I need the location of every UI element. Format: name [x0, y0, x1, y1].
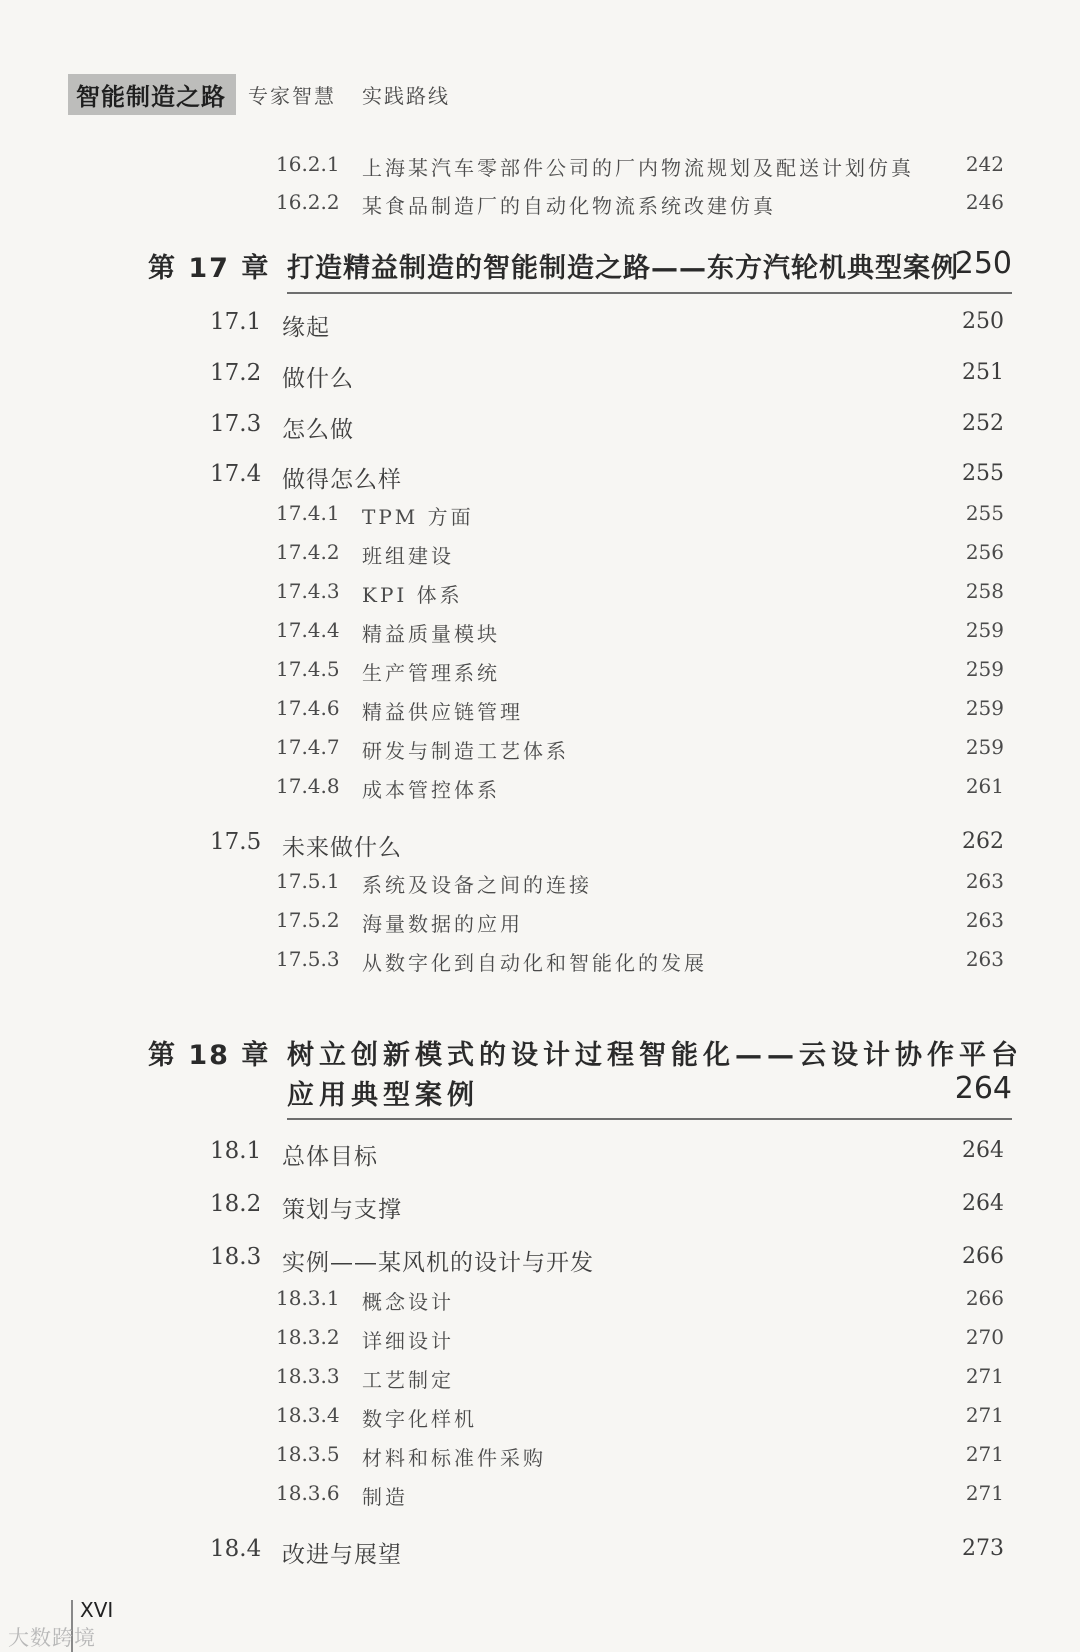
entry-number: 17.5.1 — [276, 869, 340, 893]
entry-number: 18.3.1 — [276, 1286, 340, 1310]
section-number: 17.1 — [210, 309, 262, 335]
entry-title: 材料和标准件采购 — [362, 1446, 546, 1470]
book-subtitle: 专家智慧 — [248, 84, 336, 108]
entry-page: 271 — [965, 1442, 1004, 1466]
entry-title: 生产管理系统 — [362, 661, 500, 685]
entry-number: 17.5.3 — [276, 947, 340, 971]
section-title: 策划与支撑 — [282, 1197, 402, 1223]
chapter-rule — [287, 1118, 1012, 1120]
chapter-17-heading[interactable] — [0, 246, 1080, 286]
section-page: 264 — [962, 1191, 1004, 1216]
entry-title: 海量数据的应用 — [362, 912, 523, 936]
section-page: 255 — [962, 461, 1004, 486]
entry-title: 精益供应链管理 — [362, 700, 523, 724]
toc-entry[interactable] — [0, 501, 1080, 535]
entry-title: 上海某汽车零部件公司的厂内物流规划及配送计划仿真 — [362, 156, 914, 180]
toc-section[interactable] — [0, 829, 1080, 863]
entry-title: TPM 方面 — [362, 505, 474, 529]
entry-page: 258 — [965, 579, 1004, 603]
entry-title: 制造 — [362, 1485, 408, 1509]
entry-number: 17.4.3 — [276, 579, 340, 603]
chapter-number: 第 17 章 — [148, 253, 271, 284]
section-page: 266 — [962, 1244, 1004, 1269]
toc-entry[interactable] — [0, 869, 1080, 903]
entry-page: 266 — [965, 1286, 1004, 1310]
chapter-title-line-1: 树立创新模式的设计过程智能化——云设计协作平台 — [287, 1040, 1023, 1071]
entry-number: 17.4.8 — [276, 774, 340, 798]
section-number: 18.3 — [210, 1244, 262, 1270]
entry-title: 概念设计 — [362, 1290, 454, 1314]
entry-page: 263 — [965, 869, 1004, 893]
section-title: 未来做什么 — [282, 835, 402, 861]
entry-page: 242 — [965, 152, 1004, 176]
section-number: 17.4 — [210, 461, 262, 487]
entry-page: 263 — [965, 908, 1004, 932]
entry-title: 精益质量模块 — [362, 622, 500, 646]
section-title: 做得怎么样 — [282, 467, 402, 493]
entry-number: 17.4.6 — [276, 696, 340, 720]
toc-entry[interactable] — [0, 1481, 1080, 1515]
toc-entry[interactable] — [0, 579, 1080, 613]
entry-page: 256 — [965, 540, 1004, 564]
entry-page: 261 — [965, 774, 1004, 798]
entry-page: 246 — [965, 190, 1004, 214]
toc-entry[interactable] — [0, 1286, 1080, 1320]
toc-entry[interactable] — [0, 908, 1080, 942]
entry-number: 18.3.4 — [276, 1403, 340, 1427]
section-page: 252 — [962, 411, 1004, 436]
toc-entry[interactable] — [0, 618, 1080, 652]
entry-number: 17.4.7 — [276, 735, 340, 759]
entry-title: 工艺制定 — [362, 1368, 454, 1392]
toc-entry[interactable] — [0, 190, 1080, 224]
chapter-number: 第 18 章 — [148, 1040, 271, 1071]
entry-number: 16.2.1 — [276, 152, 340, 176]
section-number: 18.1 — [210, 1138, 262, 1164]
chapter-18-heading[interactable] — [0, 1033, 1080, 1117]
toc-section[interactable] — [0, 1191, 1080, 1225]
toc-entry[interactable] — [0, 696, 1080, 730]
section-page: 262 — [962, 829, 1004, 854]
toc-entry[interactable] — [0, 152, 1080, 186]
section-number: 17.5 — [210, 829, 262, 855]
entry-number: 18.3.5 — [276, 1442, 340, 1466]
entry-page: 259 — [965, 657, 1004, 681]
toc-entry[interactable] — [0, 735, 1080, 769]
entry-page: 271 — [965, 1364, 1004, 1388]
section-number: 18.2 — [210, 1191, 262, 1217]
section-page: 251 — [962, 360, 1004, 385]
entry-title: KPI 体系 — [362, 583, 463, 607]
book-subtitle-2: 实践路线 — [362, 84, 450, 108]
page-folio: XVI — [80, 1598, 114, 1622]
section-page: 264 — [962, 1138, 1004, 1163]
toc-section[interactable] — [0, 360, 1080, 394]
entry-title: 某食品制造厂的自动化物流系统改建仿真 — [362, 194, 776, 218]
entry-page: 259 — [965, 618, 1004, 642]
entry-title: 系统及设备之间的连接 — [362, 873, 592, 897]
toc-section[interactable] — [0, 1244, 1080, 1278]
entry-title: 班组建设 — [362, 544, 454, 568]
chapter-title: 打造精益制造的智能制造之路——东方汽轮机典型案例 — [287, 253, 959, 284]
entry-page: 259 — [965, 735, 1004, 759]
toc-section[interactable] — [0, 1536, 1080, 1570]
toc-entry[interactable] — [0, 657, 1080, 691]
chapter-title-line-2: 应用典型案例 — [287, 1080, 479, 1111]
section-title: 做什么 — [282, 366, 354, 392]
toc-section[interactable] — [0, 309, 1080, 343]
entry-title: 详细设计 — [362, 1329, 454, 1353]
section-page: 273 — [962, 1536, 1004, 1561]
section-title: 缘起 — [282, 315, 330, 341]
entry-title: 数字化样机 — [362, 1407, 477, 1431]
entry-title: 从数字化到自动化和智能化的发展 — [362, 951, 707, 975]
toc-entry[interactable] — [0, 540, 1080, 574]
entry-number: 18.3.6 — [276, 1481, 340, 1505]
toc-entry[interactable] — [0, 1403, 1080, 1437]
chapter-rule — [287, 292, 1012, 294]
watermark: 大数跨境 — [8, 1626, 96, 1650]
entry-title: 成本管控体系 — [362, 778, 500, 802]
entry-page: 271 — [965, 1403, 1004, 1427]
entry-title: 研发与制造工艺体系 — [362, 739, 569, 763]
entry-number: 17.4.4 — [276, 618, 340, 642]
entry-number: 16.2.2 — [276, 190, 340, 214]
section-title: 怎么做 — [282, 417, 354, 443]
chapter-page: 250 — [954, 246, 1012, 281]
entry-number: 18.3.2 — [276, 1325, 340, 1349]
section-title: 实例——某风机的设计与开发 — [282, 1250, 594, 1276]
book-title: 智能制造之路 — [68, 74, 236, 115]
entry-page: 270 — [965, 1325, 1004, 1349]
entry-number: 17.4.2 — [276, 540, 340, 564]
section-number: 17.3 — [210, 411, 262, 437]
toc-section[interactable] — [0, 461, 1080, 495]
section-title: 改进与展望 — [282, 1542, 402, 1568]
section-title: 总体目标 — [282, 1144, 378, 1170]
toc-section[interactable] — [0, 411, 1080, 445]
entry-number: 17.4.1 — [276, 501, 340, 525]
toc-entry[interactable] — [0, 1442, 1080, 1476]
toc-entry[interactable] — [0, 947, 1080, 981]
section-page: 250 — [962, 309, 1004, 334]
toc-entry[interactable] — [0, 1364, 1080, 1398]
toc-entry[interactable] — [0, 774, 1080, 808]
running-header — [68, 74, 450, 115]
entry-page: 255 — [965, 501, 1004, 525]
toc-section[interactable] — [0, 1138, 1080, 1172]
section-number: 18.4 — [210, 1536, 262, 1562]
toc-entry[interactable] — [0, 1325, 1080, 1359]
entry-page: 259 — [965, 696, 1004, 720]
section-number: 17.2 — [210, 360, 262, 386]
entry-page: 263 — [965, 947, 1004, 971]
chapter-page: 264 — [954, 1071, 1012, 1106]
entry-number: 17.4.5 — [276, 657, 340, 681]
entry-number: 17.5.2 — [276, 908, 340, 932]
entry-page: 271 — [965, 1481, 1004, 1505]
entry-number: 18.3.3 — [276, 1364, 340, 1388]
